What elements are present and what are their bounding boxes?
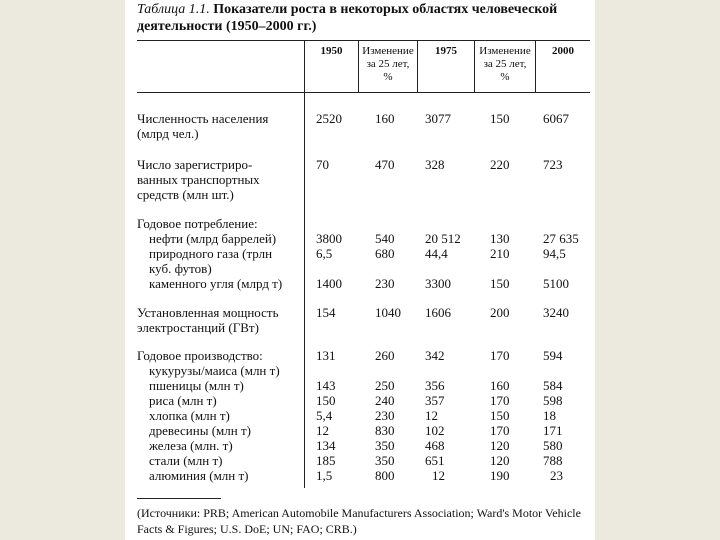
table-cell: 200 [490, 305, 510, 320]
table-cell: 6067 [543, 111, 569, 126]
table-cell: 260 [375, 348, 395, 363]
table-cell: 23 [550, 468, 563, 483]
table-cell: 120 [490, 438, 510, 453]
table-cell: 357 [425, 393, 445, 408]
header-1950: 1950 [320, 45, 343, 57]
table-cell: 230 [375, 276, 395, 291]
table-cell: 70 [316, 157, 329, 172]
table-cell: 185 [316, 453, 336, 468]
table-cell: 680 [375, 246, 395, 261]
table-cell: 470 [375, 157, 395, 172]
table-cell: 6,5 [316, 246, 333, 261]
header-change-2 [475, 45, 535, 84]
row-label: куб. футов) [149, 261, 212, 276]
row-label: алюминия (млн т) [149, 468, 249, 483]
table-cell: 170 [490, 393, 510, 408]
row-label: Установленная мощность [137, 305, 279, 320]
table-cell: 171 [543, 423, 563, 438]
header-bottom-rule [137, 92, 590, 93]
section-heading: Годовое потребление: [137, 216, 258, 231]
table-cell: 160 [490, 378, 510, 393]
table-cell: 240 [375, 393, 395, 408]
table-cell: 5100 [543, 276, 569, 291]
header-change-2-line1: Изменение [479, 45, 531, 57]
table-cell: 1400 [316, 276, 342, 291]
row-label: Численность населения [137, 111, 269, 126]
header-top-rule [137, 40, 590, 41]
table-cell: 830 [375, 423, 395, 438]
row-label: кукурузы/маиса (млн т) [149, 363, 280, 378]
header-change-1-line1: Изменение [362, 45, 414, 57]
row-label: электростанций (ГВт) [137, 320, 259, 335]
row-label: средств (млн шт.) [137, 187, 234, 202]
table-cell: 18 [543, 408, 556, 423]
table-cell: 143 [316, 378, 336, 393]
row-label: природного газа (трлн [149, 246, 273, 261]
table-cell: 3800 [316, 231, 342, 246]
header-change-2-line3: % [500, 71, 510, 83]
table-cell: 1040 [375, 305, 401, 320]
table-cell: 150 [490, 111, 510, 126]
table-cell: 120 [490, 453, 510, 468]
header-1975: 1975 [435, 45, 457, 57]
table-number: Таблица 1.1. [137, 2, 210, 17]
table-cell: 220 [490, 157, 510, 172]
header-2000: 2000 [552, 45, 574, 57]
table-cell: 342 [425, 348, 445, 363]
table-cell: 788 [543, 453, 563, 468]
table-cell: 328 [425, 157, 445, 172]
table-cell: 3077 [425, 111, 451, 126]
table-cell: 540 [375, 231, 395, 246]
table-cell: 5,4 [316, 408, 333, 423]
table-cell: 1606 [425, 305, 451, 320]
source-note: (Источники: PRB; American Automobile Manufacturers Association; Ward's Motor Vehicle Facts & Figures; U.S. DoE; UN; FAO; CRB.) [137, 506, 581, 536]
table-cell: 102 [425, 423, 445, 438]
table-cell: 350 [375, 453, 395, 468]
header-change-2-line2: за 25 лет, [483, 58, 527, 70]
footnote-rule [137, 498, 221, 499]
row-label: железа (млн. т) [149, 438, 233, 453]
table-cell: 150 [316, 393, 336, 408]
row-label: пшеницы (млн т) [149, 378, 244, 393]
table-cell: 130 [490, 231, 510, 246]
table-cell: 12 [425, 408, 438, 423]
row-label: каменного угля (млрд т) [149, 276, 283, 291]
table-cell: 584 [543, 378, 563, 393]
table-cell: 594 [543, 348, 563, 363]
table-cell: 1,5 [316, 468, 333, 483]
table-cell: 580 [543, 438, 563, 453]
table-cell: 468 [425, 438, 445, 453]
table-title-line1: Показатели роста в некоторых областях человеческой [213, 2, 558, 17]
row-label: риса (млн т) [149, 393, 217, 408]
header-change-1-line3: % [383, 71, 393, 83]
table-cell: 2520 [316, 111, 342, 126]
table-cell: 12 [432, 468, 445, 483]
table-cell: 20 512 [425, 231, 461, 246]
table-cell: 27 635 [543, 231, 579, 246]
table-cell: 190 [490, 468, 510, 483]
table-cell: 651 [425, 453, 445, 468]
section-heading: Годовое производство: [137, 348, 263, 363]
table-cell: 134 [316, 438, 336, 453]
table-cell: 250 [375, 378, 395, 393]
row-label: нефти (млрд баррелей) [149, 231, 277, 246]
table-cell: 723 [543, 157, 563, 172]
table-cell: 94,5 [543, 246, 566, 261]
table-cell: 131 [316, 348, 336, 363]
table-cell: 154 [316, 305, 336, 320]
row-label: стали (млн т) [149, 453, 223, 468]
row-label: древесины (млн т) [149, 423, 251, 438]
row-label: ванных транспортных [137, 172, 260, 187]
table-cell: 800 [375, 468, 395, 483]
table-cell: 44,4 [425, 246, 448, 261]
row-label: (млрд чел.) [137, 126, 199, 141]
header-change-1 [359, 45, 417, 84]
table-cell: 170 [490, 423, 510, 438]
header-change-1-line2: за 25 лет, [366, 58, 410, 70]
table-cell: 210 [490, 246, 510, 261]
table-cell: 170 [490, 348, 510, 363]
table-cell: 150 [490, 408, 510, 423]
table-title [137, 1, 587, 35]
column-divider [304, 40, 305, 488]
table-title-line2: деятельности (1950–2000 гг.) [137, 19, 317, 34]
table-cell: 160 [375, 111, 395, 126]
table-cell: 12 [316, 423, 329, 438]
table-cell: 3300 [425, 276, 451, 291]
table-cell: 230 [375, 408, 395, 423]
table-cell: 356 [425, 378, 445, 393]
table-cell: 150 [490, 276, 510, 291]
row-label: Число зарегистриро- [137, 157, 253, 172]
table-cell: 350 [375, 438, 395, 453]
table-cell: 598 [543, 393, 563, 408]
table-cell: 3240 [543, 305, 569, 320]
row-label: хлопка (млн т) [149, 408, 230, 423]
